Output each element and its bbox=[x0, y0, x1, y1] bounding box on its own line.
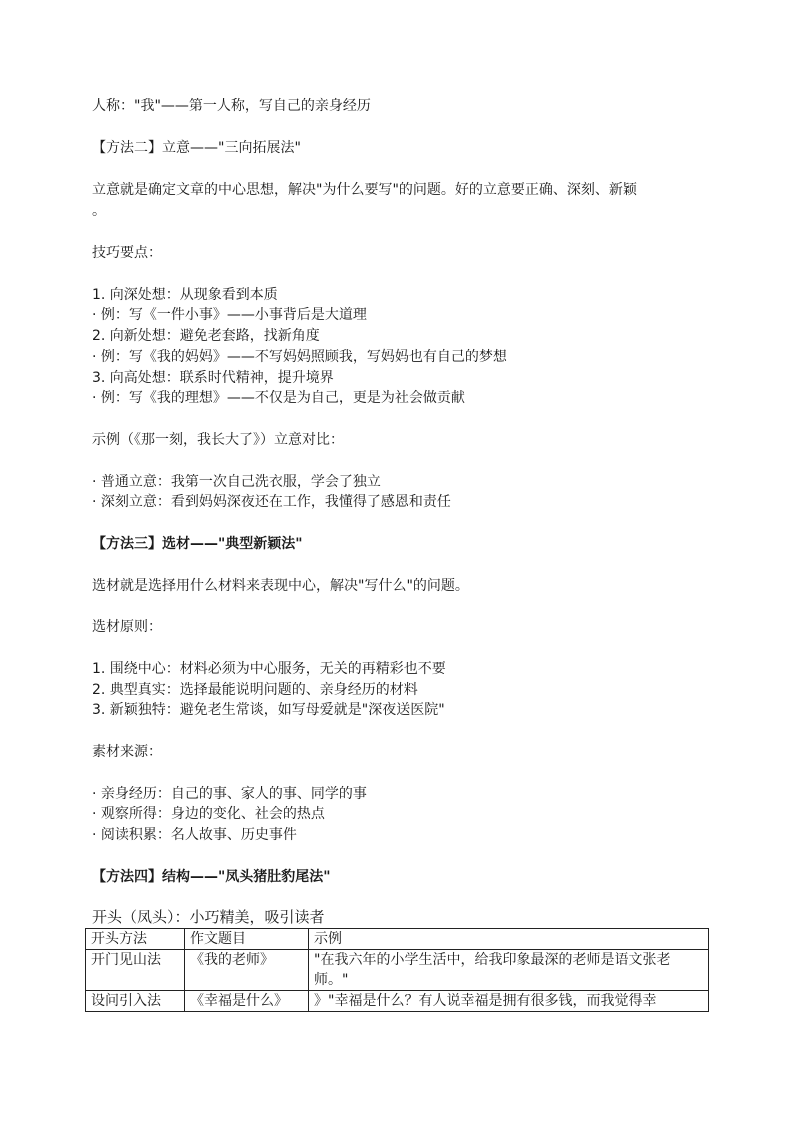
compare-label: 示例（《那一刻，我长大了》）立意对比： bbox=[92, 432, 344, 448]
tip-item: · 例：写《一件小事》——小事背后是大道理 bbox=[92, 307, 367, 323]
table-cell: 《我的老师》 bbox=[185, 950, 309, 991]
compare-item: · 深刻立意：看到妈妈深夜还在工作，我懂得了感恩和责任 bbox=[92, 494, 451, 510]
compare-item: · 普通立意：我第一次自己洗衣服，学会了独立 bbox=[92, 474, 381, 490]
table-header-cell: 作文题目 bbox=[185, 929, 309, 950]
principle-item: 3. 新颖独特：避免老生常谈，如写母爱就是"深夜送医院" bbox=[92, 702, 445, 718]
method2-heading: 【方法二】立意——"三向拓展法" bbox=[92, 140, 301, 156]
person-line: 人称："我"——第一人称，写自己的亲身经历 bbox=[92, 98, 371, 114]
source-item: · 观察所得：身边的变化、社会的热点 bbox=[92, 806, 325, 822]
tip-item: · 例：写《我的理想》——不仅是为自己，更是为社会做贡献 bbox=[92, 390, 465, 406]
tip-item: 1. 向深处想：从现象看到本质 bbox=[92, 287, 278, 303]
principle-item: 1. 围绕中心：材料必须为中心服务，无关的再精彩也不要 bbox=[92, 661, 446, 677]
method4-heading: 【方法四】结构——"凤头猪肚豹尾法" bbox=[92, 869, 331, 885]
tips-label: 技巧要点： bbox=[92, 245, 162, 261]
table-cell: 《幸福是什么》 bbox=[185, 991, 309, 1012]
table-cell: 设问引入法 bbox=[86, 991, 185, 1012]
table-header-cell: 开头方法 bbox=[86, 929, 185, 950]
table-cell: 》"幸福是什么？有人说幸福是拥有很多钱，而我觉得幸 bbox=[309, 991, 709, 1012]
table-cell: 开门见山法 bbox=[86, 950, 185, 991]
opening-methods-table bbox=[85, 928, 709, 1012]
tip-item: · 例：写《我的妈妈》——不写妈妈照顾我，写妈妈也有自己的梦想 bbox=[92, 349, 507, 365]
method2-intro-line2: 。 bbox=[92, 203, 106, 219]
table-row bbox=[86, 950, 709, 991]
source-item: · 阅读积累：名人故事、历史事件 bbox=[92, 827, 297, 843]
method3-intro: 选材就是选择用什么材料来表现中心，解决"写什么"的问题。 bbox=[92, 578, 469, 594]
tip-item: 3. 向高处想：联系时代精神，提升境界 bbox=[92, 370, 334, 386]
method3-heading: 【方法三】选材——"典型新颖法" bbox=[92, 536, 303, 552]
opening-label: 开头（凤头）：小巧精美，吸引读者 bbox=[92, 908, 325, 926]
sources-label: 素材来源： bbox=[92, 744, 162, 760]
table-header-cell: 示例 bbox=[309, 929, 709, 950]
method2-intro-line1: 立意就是确定文章的中心思想，解决"为什么要写"的问题。好的立意要正确、深刻、新颖 bbox=[92, 182, 637, 198]
tip-item: 2. 向新处想：避免老套路，找新角度 bbox=[92, 328, 320, 344]
table-cell: "在我六年的小学生活中，给我印象最深的老师是语文张老师。" bbox=[309, 950, 709, 991]
principles-label: 选材原则： bbox=[92, 619, 162, 635]
table-header-row bbox=[86, 929, 709, 950]
principle-item: 2. 典型真实：选择最能说明问题的、亲身经历的材料 bbox=[92, 682, 418, 698]
source-item: · 亲身经历：自己的事、家人的事、同学的事 bbox=[92, 786, 367, 802]
table-row bbox=[86, 991, 709, 1012]
